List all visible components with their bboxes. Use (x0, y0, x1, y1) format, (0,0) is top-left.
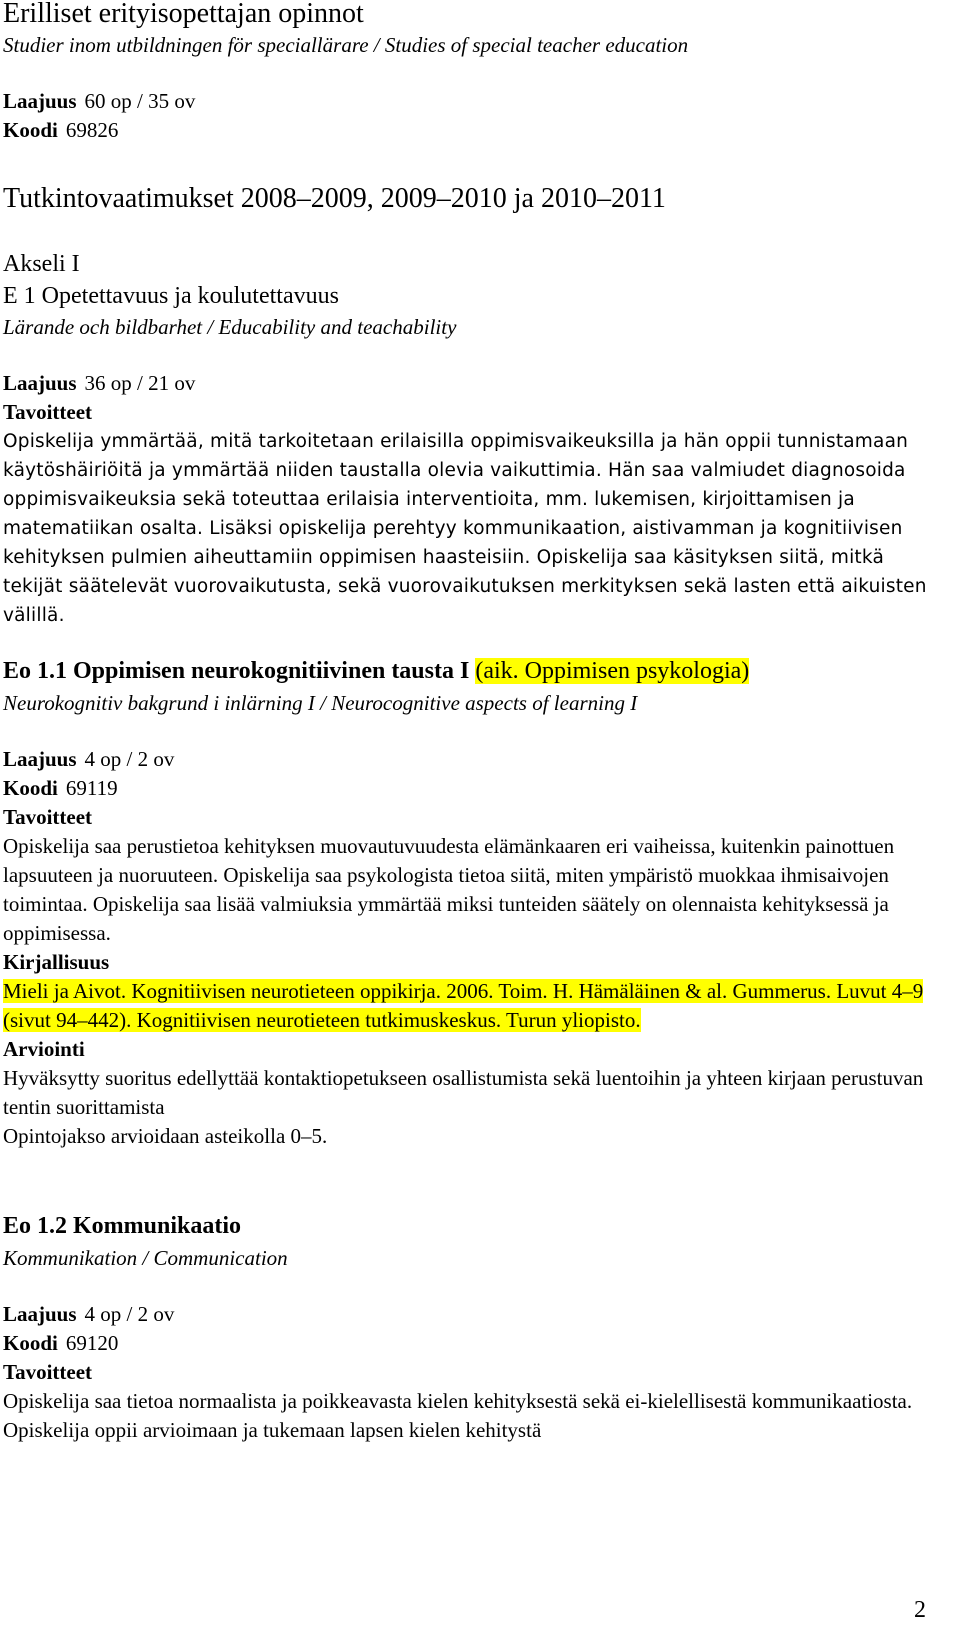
koodi-value: 69119 (65, 776, 118, 800)
total-code-line (3, 116, 948, 145)
course-scope-line-2 (3, 1300, 948, 1329)
course-assessment-text-1: Hyväksytty suoritus edellyttää kontaktiopetukseen osallistumista sekä luentoihin ja yhteen kirjaan perustuvan tentin suorittamista (3, 1066, 924, 1119)
module-translation: Lärande och bildbarhet / Educability and teachability (3, 315, 457, 339)
koodi-label: Koodi (3, 1331, 58, 1355)
koodi-label: Koodi (3, 118, 58, 142)
koodi-label: Koodi (3, 776, 58, 800)
document-subtitle: Studier inom utbildningen för speciallärare / Studies of special teacher education (3, 33, 689, 57)
course-objectives-text-1: Opiskelija saa perustietoa kehityksen muovautuvuudesta elämänkaaren eri vaiheissa, kuitenkin painottuen lapsuuteen ja nuoruuteen. Opiskelija saa psykologista tietoa siitä, miten ympäristö muokkaa ihmisaivojen toimintaa. Opiskelija saa lisää valmiuksia ymmärtää miksi tunteiden säätely on olennaista kehityksessä ja oppimisessa. (3, 834, 895, 945)
laajuus-value: 60 op / 35 ov (84, 89, 196, 113)
course-grading-text-1: Opintojakso arvioidaan asteikolla 0–5. (3, 1124, 328, 1148)
course-literature-text-1 (3, 977, 948, 1035)
document-title: Erilliset erityisopettajan opinnot (3, 0, 364, 29)
laajuus-value: 36 op / 21 ov (84, 371, 196, 395)
document-page (3, 0, 948, 1445)
requirements-heading: Tutkintovaatimukset 2008–2009, 2009–2010 ja 2010–2011 (3, 183, 666, 214)
laajuus-value: 4 op / 2 ov (84, 1302, 175, 1326)
koodi-value: 69120 (65, 1331, 119, 1355)
laajuus-value: 4 op / 2 ov (84, 747, 175, 771)
literature-highlight: Mieli ja Aivot. Kognitiivisen neurotieteen oppikirja. 2006. Toim. H. Hämäläinen & al. Gummerus. Luvut 4–9 (sivut 94–442). Kognitiivisen neurotieteen tutkimuskeskus. Turun yliopisto. (3, 979, 924, 1032)
laajuus-label: Laajuus (3, 89, 77, 113)
axis-name: Akseli I (3, 251, 80, 277)
course-translation-1: Neurokognitiv bakgrund i inlärning I / Neurocognitive aspects of learning I (3, 691, 638, 715)
course-translation-2: Kommunikation / Communication (3, 1246, 288, 1270)
tavoitteet-label: Tavoitteet (3, 1360, 93, 1384)
course-objectives-text-2: Opiskelija saa tietoa normaalista ja poikkeavasta kielen kehityksestä sekä ei-kielellisestä kommunikaatiosta. Opiskelija oppii arvioimaan ja tukemaan lapsen kielen kehitystä (3, 1389, 913, 1442)
module-heading: E 1 Opetettavuus ja koulutettavuus (3, 283, 339, 309)
page-number: 2 (914, 1597, 926, 1623)
course-heading-2: Eo 1.2 Kommunikaatio (3, 1213, 242, 1239)
arviointi-label: Arviointi (3, 1037, 85, 1061)
total-scope-line (3, 87, 948, 116)
laajuus-label: Laajuus (3, 747, 77, 771)
tavoitteet-label: Tavoitteet (3, 400, 93, 424)
module-scope-line (3, 369, 948, 398)
tavoitteet-label: Tavoitteet (3, 805, 93, 829)
course-heading-1 (3, 654, 948, 688)
koodi-value: 69826 (65, 118, 119, 142)
course-title: Eo 1.1 Oppimisen neurokognitiivinen tausta I (3, 658, 470, 684)
course-scope-line-1 (3, 745, 948, 774)
laajuus-label: Laajuus (3, 371, 77, 395)
course-code-line-2 (3, 1329, 948, 1358)
laajuus-label: Laajuus (3, 1302, 77, 1326)
kirjallisuus-label: Kirjallisuus (3, 950, 110, 974)
module-objectives-text: Opiskelija ymmärtää, mitä tarkoitetaan erilaisilla oppimisvaikeuksilla ja hän oppii tunnistamaan käytöshäiriöitä ja ymmärtää niiden taustalla olevia vaikuttimia. Hän saa valmiudet diagnosoida oppimisvaikeuksia sekä toteuttaa erilaisia interventioita, mm. lukemisen, kirjoittamisen ja matematiikan osalta. Lisäksi opiskelija perehtyy kommunikaation, aistivamman ja kognitiivisen kehityksen pulmien aiheuttamiin oppimisen haasteisiin. Opiskelija saa käsityksen siitä, mitkä tekijät säätelevät vuorovaikutusta, sekä vuorovaikutuksen merkityksen sekä lasten että aikuisten välillä. (3, 431, 927, 626)
course-heading-note: (aik. Oppimisen psykologia) (475, 658, 750, 684)
course-code-line-1 (3, 774, 948, 803)
